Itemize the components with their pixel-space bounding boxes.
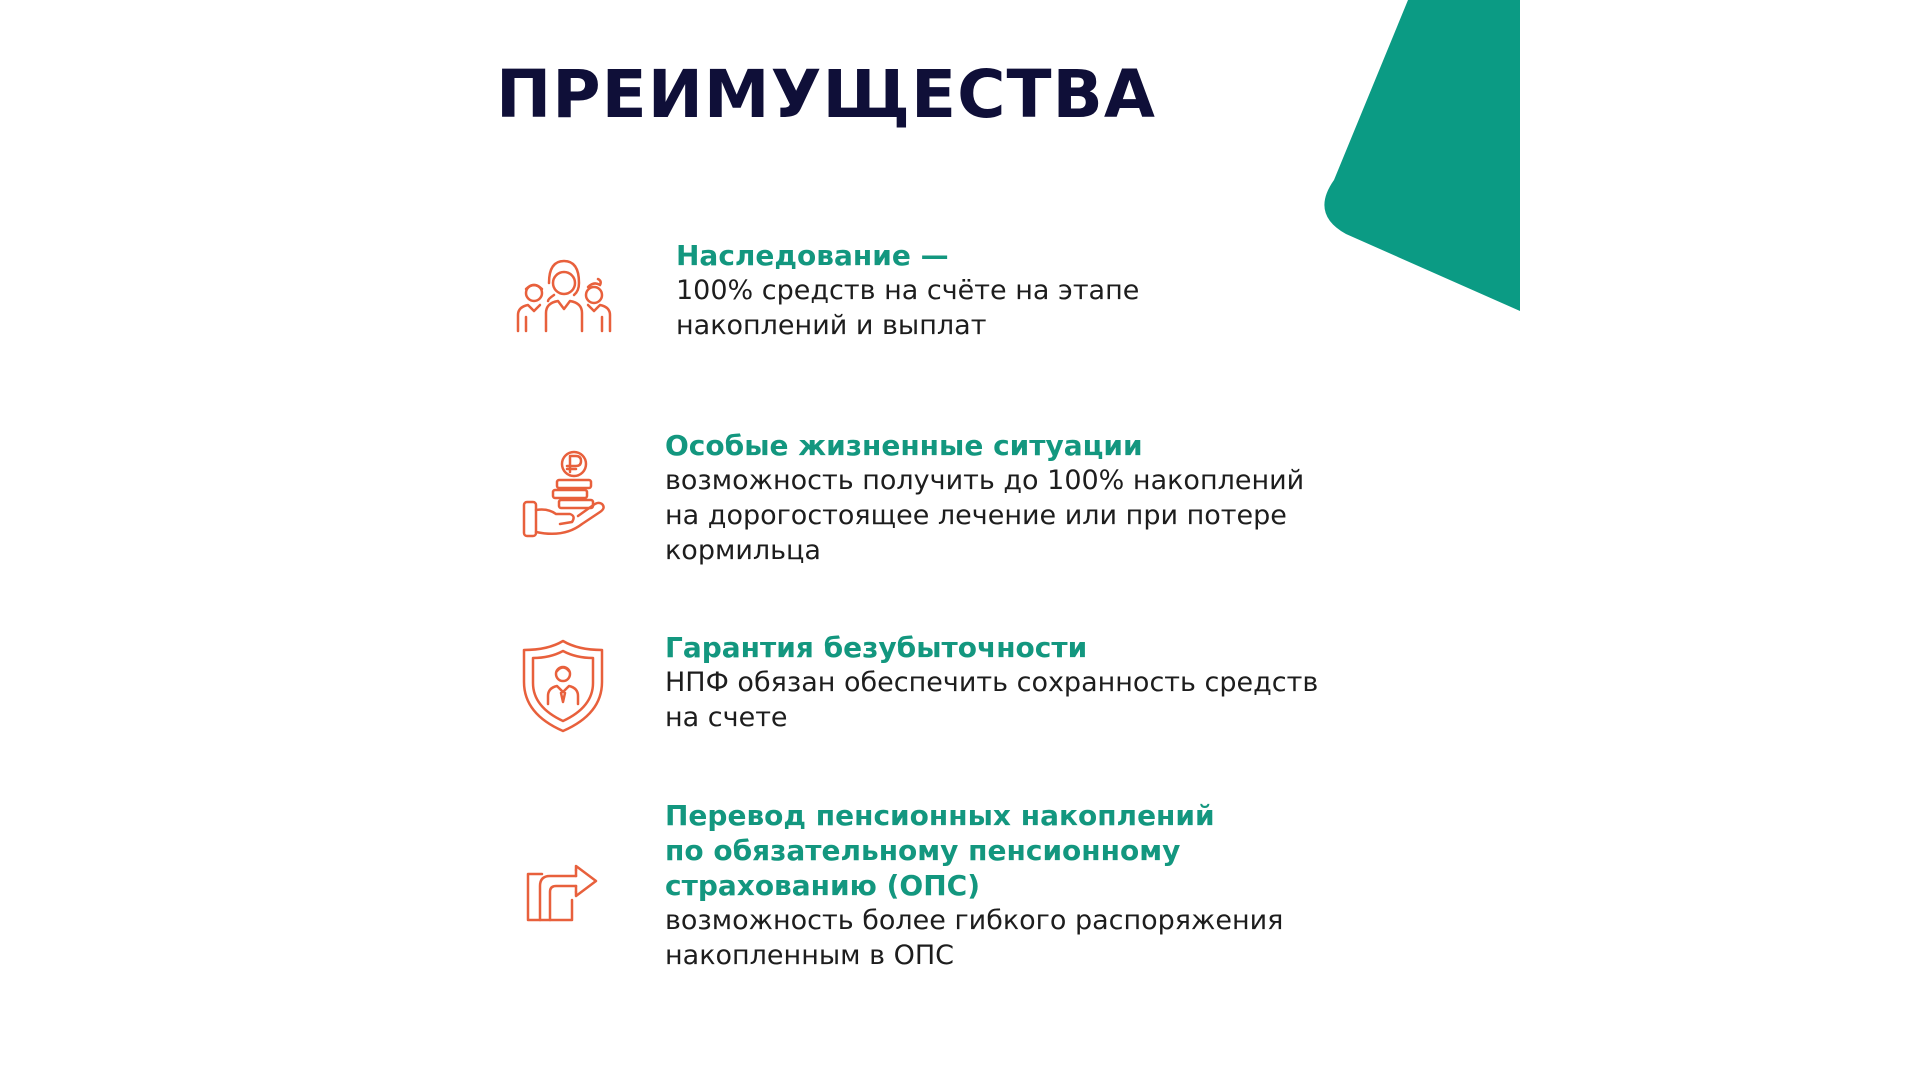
shield-person-icon (520, 638, 606, 734)
benefit-inheritance (676, 238, 1139, 343)
benefit-desc-line: НПФ обязан обеспечить сохранность средств (665, 667, 1319, 698)
benefit-title (665, 798, 1283, 903)
benefit-desc-line: на дорогостоящее лечение или при потере (665, 500, 1287, 531)
transfer-arrow-icon (524, 848, 600, 924)
benefit-guarantee (665, 630, 1318, 735)
benefit-title-line: по обязательному пенсионному (665, 834, 1181, 867)
family-group-icon (516, 255, 612, 333)
benefit-description (665, 665, 1318, 735)
benefit-desc-line: возможность получить до 100% накоплений (665, 465, 1305, 496)
benefit-desc-line: на счете (665, 702, 788, 733)
page-title: ПРЕИМУЩЕСТВА (496, 56, 1156, 133)
accent-shape (1320, 0, 1520, 320)
benefit-title-line: Особые жизненные ситуации (665, 429, 1143, 462)
benefit-transfer (665, 798, 1283, 973)
benefit-description (665, 903, 1283, 973)
benefit-title (665, 428, 1304, 463)
benefit-description (665, 463, 1304, 568)
benefit-desc-line: накопленным в ОПС (665, 940, 955, 971)
benefit-desc-line: накоплений и выплат (676, 310, 987, 341)
benefit-title-line: Наследование — (676, 239, 949, 272)
benefit-desc-line: возможность более гибкого распоряжения (665, 905, 1284, 936)
benefit-desc-line: кормильца (665, 535, 821, 566)
benefit-special-situations (665, 428, 1304, 568)
benefit-title-line: Гарантия безубыточности (665, 631, 1088, 664)
benefit-title-line: Перевод пенсионных накоплений (665, 799, 1215, 832)
hand-coins-ruble-icon (520, 446, 608, 542)
benefit-title (665, 630, 1318, 665)
benefit-description (676, 273, 1139, 343)
benefit-title (676, 238, 1139, 273)
benefit-desc-line: 100% средств на счёте на этапе (676, 275, 1140, 306)
benefit-title-line: страхованию (ОПС) (665, 869, 980, 902)
